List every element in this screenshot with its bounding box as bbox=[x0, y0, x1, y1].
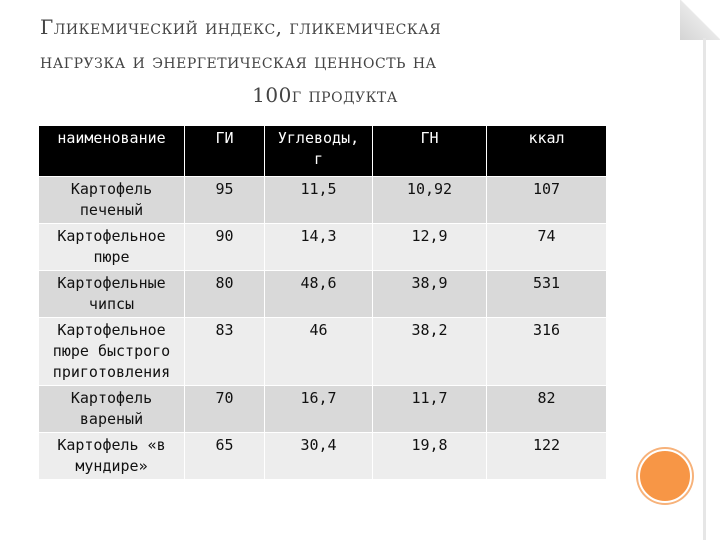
table-row bbox=[39, 318, 607, 386]
decorative-side-line bbox=[703, 38, 706, 540]
cell-gn: 38,2 bbox=[373, 318, 487, 386]
cell-gn: 38,9 bbox=[373, 271, 487, 318]
cell-carbs: 30,4 bbox=[265, 433, 373, 480]
cell-carbs: 16,7 bbox=[265, 386, 373, 433]
cell-gi: 83 bbox=[185, 318, 265, 386]
title-line-3: 100г продукта bbox=[252, 83, 398, 107]
cell-gn: 11,7 bbox=[373, 386, 487, 433]
cell-kcal: 74 bbox=[487, 224, 607, 271]
header-name: наименование bbox=[39, 126, 185, 177]
table-row bbox=[39, 224, 607, 271]
cell-gn: 10,92 bbox=[373, 177, 487, 224]
cell-gi: 70 bbox=[185, 386, 265, 433]
cell-carbs: 48,6 bbox=[265, 271, 373, 318]
cell-gi: 65 bbox=[185, 433, 265, 480]
cell-carbs: 11,5 bbox=[265, 177, 373, 224]
cell-name: Картофель вареный bbox=[39, 386, 185, 433]
glycemic-table bbox=[38, 125, 607, 480]
header-gn: ГН bbox=[373, 126, 487, 177]
title-line-1: Гликемический индекс, гликемическая bbox=[40, 15, 442, 39]
cell-gi: 90 bbox=[185, 224, 265, 271]
cell-name: Картофель «в мундире» bbox=[39, 433, 185, 480]
cell-kcal: 122 bbox=[487, 433, 607, 480]
cell-carbs: 14,3 bbox=[265, 224, 373, 271]
cell-name: Картофельные чипсы bbox=[39, 271, 185, 318]
cell-name: Картофельное пюре bbox=[39, 224, 185, 271]
cell-kcal: 316 bbox=[487, 318, 607, 386]
cell-gn: 12,9 bbox=[373, 224, 487, 271]
header-gi: ГИ bbox=[185, 126, 265, 177]
cell-gi: 80 bbox=[185, 271, 265, 318]
cell-gi: 95 bbox=[185, 177, 265, 224]
table-row bbox=[39, 433, 607, 480]
orange-circle-decoration bbox=[638, 449, 692, 503]
cell-name: Картофельное пюре быстрого приготовления bbox=[39, 318, 185, 386]
cell-carbs: 46 bbox=[265, 318, 373, 386]
cell-gn: 19,8 bbox=[373, 433, 487, 480]
cell-kcal: 82 bbox=[487, 386, 607, 433]
cell-kcal: 107 bbox=[487, 177, 607, 224]
slide-title bbox=[40, 10, 640, 112]
header-carbs: Углеводы, г bbox=[265, 126, 373, 177]
table-body bbox=[39, 177, 607, 480]
table-row bbox=[39, 177, 607, 224]
table-header bbox=[39, 126, 607, 177]
page-corner-fold bbox=[680, 0, 720, 40]
table-row bbox=[39, 386, 607, 433]
header-kcal: ккал bbox=[487, 126, 607, 177]
cell-name: Картофель печеный bbox=[39, 177, 185, 224]
table-header-row bbox=[39, 126, 607, 177]
cell-kcal: 531 bbox=[487, 271, 607, 318]
title-line-2: нагрузка и энергетическая ценность на bbox=[40, 49, 437, 73]
table-row bbox=[39, 271, 607, 318]
